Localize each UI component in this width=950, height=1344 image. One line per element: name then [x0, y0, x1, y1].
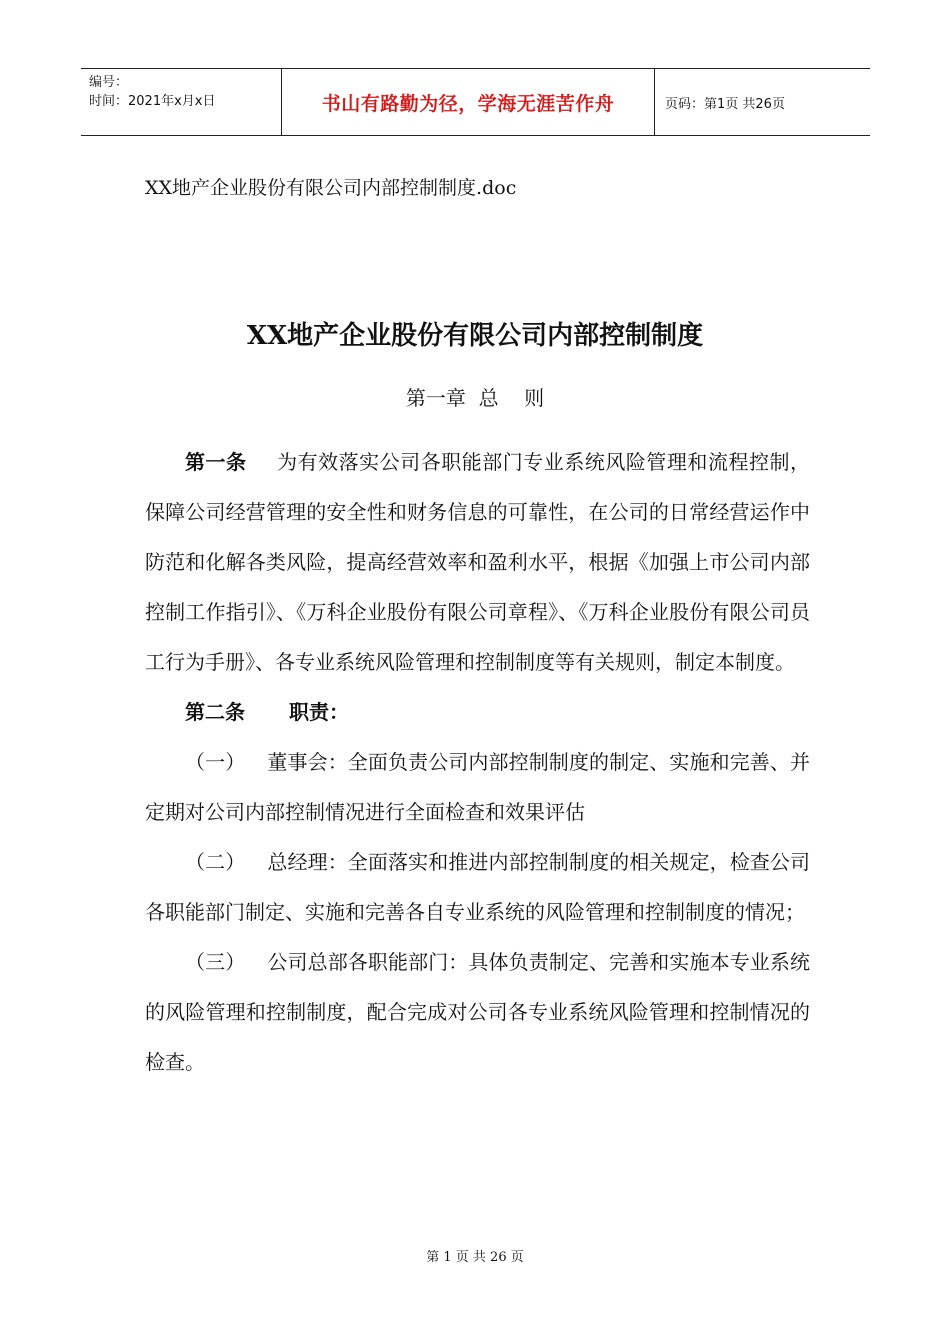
article-1-text: 为有效落实公司各职能部门专业系统风险管理和流程控制，保障公司经营管理的安全性和财务信息的可靠性，在公司的日常经营运作中防范和化解各类风险，提高经营效率和盈利水平，根据《加强上市公司内部控制工作指引》、《万科企业股份有限公司章程》、《万科企业股份有限公司员工行为手册》、各专业系统风险管理和控制制度等有关规则，制定本制度。	[145, 450, 811, 674]
document-filename: XX地产企业股份有限公司内部控制制度.doc	[145, 177, 517, 199]
list-item-number: （一）	[185, 750, 246, 774]
header-page-cell	[655, 69, 870, 135]
list-item	[145, 937, 810, 1087]
header-meta-cell	[81, 69, 282, 135]
header-motto: 书山有路勤为径，学海无涯苦作舟	[321, 92, 615, 115]
document-date-label: 时间：2021年x月x日	[89, 94, 216, 109]
article-2-label: 第二条	[185, 700, 245, 724]
document-title: XX地产企业股份有限公司内部控制制度	[246, 321, 704, 351]
list-item-text: 总经理：全面落实和推进内部控制制度的相关规定，检查公司各职能部门制定、实施和完善各自专业系统的风险管理和控制制度的情况；	[145, 850, 811, 924]
document-body	[145, 437, 810, 1087]
list-item-text: 公司总部各职能部门：具体负责制定、完善和实施本专业系统的风险管理和控制制度，配合完成对公司各专业系统风险管理和控制情况的检查。	[145, 950, 811, 1074]
article-2-heading: 职责：	[289, 700, 349, 724]
list-item	[145, 837, 810, 937]
list-item	[145, 737, 810, 837]
article-1-label: 第一条	[185, 450, 247, 474]
list-item-number: （二）	[185, 850, 246, 874]
document-number-label: 编号：	[89, 75, 129, 90]
header-page-number: 页码：第1页 共26页	[665, 96, 785, 112]
list-item-text: 董事会：全面负责公司内部控制制度的制定、实施和完善、并定期对公司内部控制情况进行全面检查和效果评估	[145, 750, 811, 824]
article-1	[145, 437, 810, 687]
article-2	[145, 687, 810, 737]
page-footer: 第 1 页 共 26 页	[426, 1250, 524, 1265]
list-item-number: （三）	[185, 950, 246, 974]
page-header	[81, 68, 870, 136]
chapter-heading: 第一章 总 则	[405, 386, 545, 410]
header-motto-cell	[282, 69, 655, 135]
